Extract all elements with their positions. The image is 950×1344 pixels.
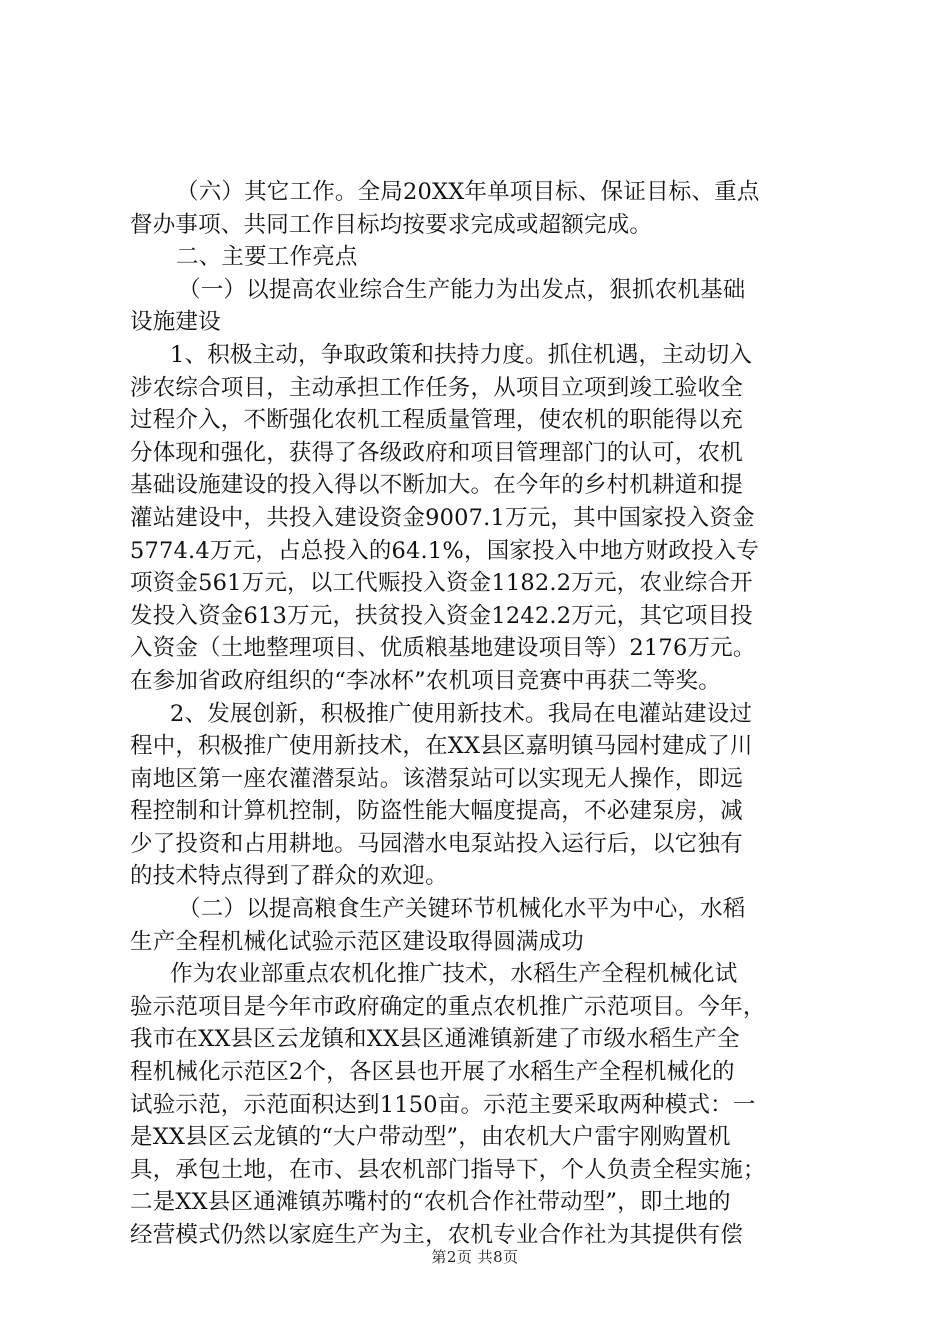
page-footer: 第2页 共8页 <box>431 1248 519 1266</box>
text-line: 二、主要工作亮点 <box>176 244 358 271</box>
text-line: （二）以提高粮食生产关键环节机械化水平为中心，水稻 <box>178 896 746 923</box>
text-line: 分体现和强化，获得了各级政府和项目管理部门的认可，农机 <box>130 439 743 466</box>
document-body <box>130 176 830 1252</box>
text-line: 督办事项、共同工作目标均按要求完成或超额完成。 <box>130 211 653 238</box>
text-line: 设施建设 <box>130 309 221 336</box>
text-line: 项资金561万元，以工代赈投入资金1182.2万元，农业综合开 <box>130 570 753 597</box>
text-line: 程机械化示范区2个，各区县也开展了水稻生产全程机械化的 <box>130 1059 735 1086</box>
text-line: 过程介入，不断强化农机工程质量管理，使农机的职能得以充 <box>130 407 743 434</box>
text-line: 作为农业部重点农机化推广技术，水稻生产全程机械化试 <box>170 961 738 988</box>
text-line: 2、发展创新，积极推广使用新技术。我局在电灌站建设过 <box>170 700 753 727</box>
text-line: 经营模式仍然以家庭生产为主，农机专业合作社为其提供有偿 <box>130 1222 743 1248</box>
text-line: 少了投资和占用耕地。马园潜水电泵站投入运行后，以它独有 <box>130 830 743 857</box>
text-line: （一）以提高农业综合生产能力为出发点，狠抓农机基础 <box>178 276 746 303</box>
text-line: 入资金（土地整理项目、优质粮基地建设项目等）2176万元。 <box>130 635 756 662</box>
text-line: 发投入资金613万元，扶贫投入资金1242.2万元，其它项目投 <box>130 602 753 629</box>
text-line: 具，承包土地，在市、县农机部门指导下，个人负责全程实施； <box>130 1156 766 1183</box>
text-line: 南地区第一座农灌潜泵站。该潜泵站可以实现无人操作，即远 <box>130 765 743 792</box>
text-line: 灌站建设中，共投入建设资金9007.1万元，其中国家投入资金 <box>130 504 755 531</box>
text-line: 是XX县区云龙镇的“大户带动型”，由农机大户雷宇刚购置机 <box>130 1124 731 1151</box>
text-line: 试验示范，示范面积达到1150亩。示范主要采取两种模式：一 <box>130 1091 756 1118</box>
text-line: 5774.4万元，占总投入的64.1%，国家投入中地方财政投入专 <box>130 537 760 564</box>
text-line: 的技术特点得到了群众的欢迎。 <box>130 863 448 890</box>
text-line: 程控制和计算机控制，防盗性能大幅度提高，不必建泵房，减 <box>130 798 743 825</box>
text-line: 二是XX县区通滩镇苏嘴村的“农机合作社带动型”，即土地的 <box>130 1189 731 1216</box>
text-line: 基础设施建设的投入得以不断加大。在今年的乡村机耕道和提 <box>130 472 743 499</box>
text-line: 程中，积极推广使用新技术，在XX县区嘉明镇马园村建成了川 <box>130 733 753 760</box>
text-line: 生产全程机械化试验示范区建设取得圆满成功 <box>130 928 585 955</box>
text-line: 涉农综合项目，主动承担工作任务，从项目立项到竣工验收全 <box>130 374 743 401</box>
text-line: （六）其它工作。全局20XX年单项目标、保证目标、重点 <box>176 179 760 205</box>
text-line: 1、积极主动，争取政策和扶持力度。抓住机遇，主动切入 <box>170 341 753 368</box>
text-line: 我市在XX县区云龙镇和XX县区通滩镇新建了市级水稻生产全 <box>130 1026 740 1053</box>
text-line: 验示范项目是今年市政府确定的重点农机推广示范项目。今年， <box>130 993 766 1020</box>
text-line: 在参加省政府组织的“李冰杯”农机项目竞赛中再获二等奖。 <box>130 667 721 694</box>
